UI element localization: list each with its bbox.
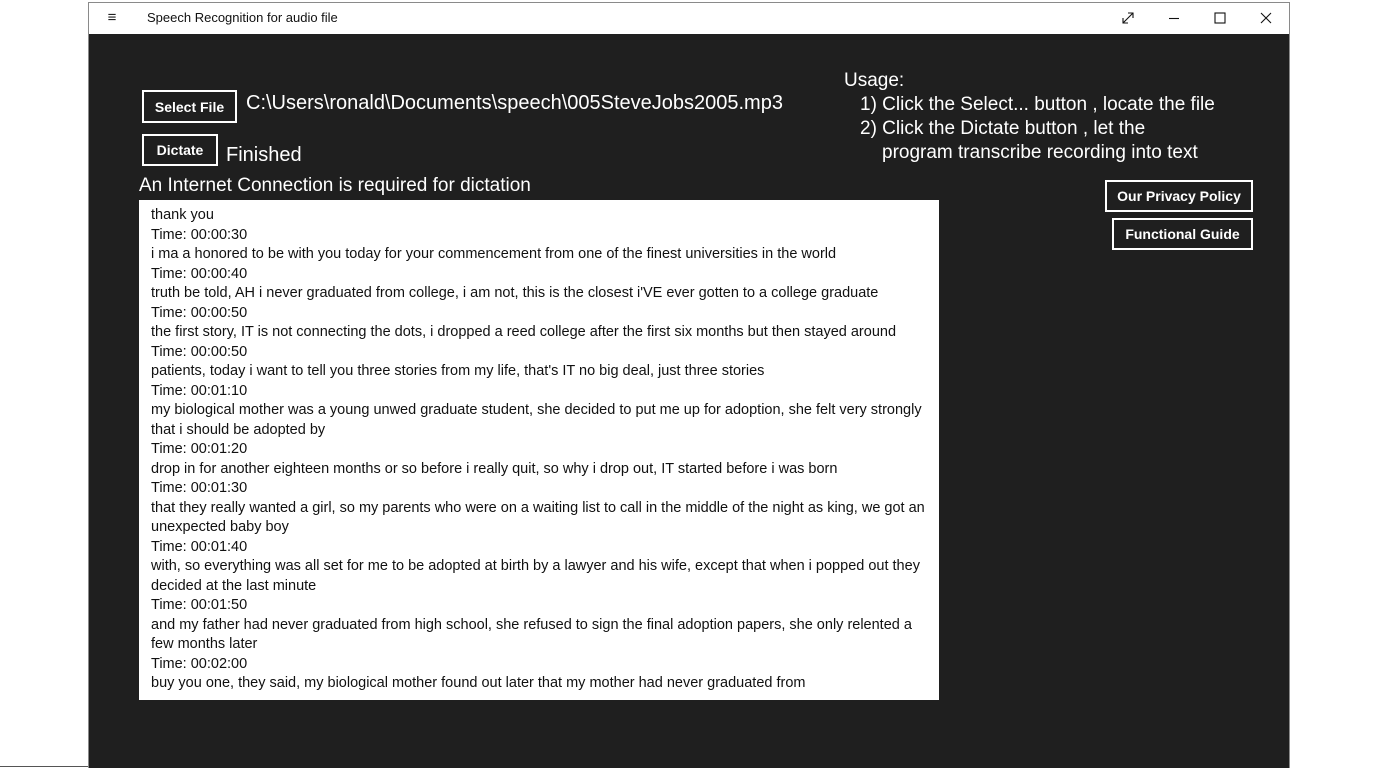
transcript-timestamp: Time: 00:01:10 [151,382,248,399]
minimize-icon[interactable] [1151,3,1197,34]
functional-guide-button[interactable]: Functional Guide [1112,218,1253,250]
select-file-button[interactable]: Select File [142,90,237,123]
transcript-line: with, so everything was all set for me to be adopted at birth by a lawyer and his wife, except that when i popped out they decided at the last minute [151,558,920,594]
transcript-timestamp: Time: 00:01:20 [151,441,248,457]
transcript-line: the first story, IT is not connecting the dots, i dropped a reed college after the first six months but then stayed around [151,324,897,340]
transcript-line: i ma a honored to be with you today for your commencement from one of the finest universities in the world [151,246,837,262]
connection-notice: An Internet Connection is required for dictation [139,175,531,196]
transcript-line: that they really wanted a girl, so my parents who were on a waiting list to call in the middle of the night as king, we got an unexpected baby boy [151,499,925,535]
file-path: C:\Users\ronald\Documents\speech\005SteveJobs2005.mp3 [246,92,783,114]
transcript-timestamp: Time: 00:00:50 [151,304,248,321]
transcript-line: drop in for another eighteen months or so before i really quit, so why i drop out, IT started before i was born [151,460,838,477]
desktop-edge-line [0,766,90,767]
menu-icon[interactable]: ≡ [107,9,117,26]
transcript-line: buy you one, they said, my biological mother found out later that my mother had never graduated from [151,675,806,691]
transcript-textbox[interactable] [139,200,939,700]
privacy-policy-button[interactable]: Our Privacy Policy [1105,180,1253,212]
usage-step-1: 1) Click the Select... button , locate the file [860,94,1215,115]
transcript-line: my biological mother was a young unwed graduate student, she decided to put me up for adoption, she felt very strongly that i should be adopted by [151,402,922,438]
title-bar [89,3,1289,34]
transcript-line: thank you [151,207,214,223]
app-window [88,2,1290,768]
transcript-timestamp: Time: 00:01:50 [151,597,248,613]
dictate-button[interactable]: Dictate [142,134,218,166]
usage-heading: Usage: [844,70,905,91]
transcript-timestamp: Time: 00:00:50 [151,343,248,360]
usage-step-2-line-2: program transcribe recording into text [882,142,1198,163]
transcript-timestamp: Time: 00:01:30 [151,480,248,496]
transcript-line: patients, today i want to tell you three stories from my life, that's IT no big deal, just three stories [151,363,765,379]
transcript-timestamp: Time: 00:01:40 [151,538,248,555]
close-icon[interactable] [1243,3,1289,34]
transcript-timestamp: Time: 00:02:00 [151,655,248,672]
transcript-line: truth be told, AH i never graduated from college, i am not, this is the closest i'VE ever gotten to a college graduate [151,285,879,301]
status-text: Finished [226,144,302,166]
transcript-timestamp: Time: 00:00:30 [151,226,248,243]
window-title: Speech Recognition for audio file [147,10,338,25]
maximize-icon[interactable] [1197,3,1243,34]
transcript-timestamp: Time: 00:00:40 [151,265,248,282]
expand-icon[interactable] [1105,3,1151,34]
transcript-line: and my father had never graduated from high school, she refused to sign the final adoption papers, she only relented a few months later [151,616,912,652]
usage-step-2-line-1: 2) Click the Dictate button , let the [860,118,1146,139]
